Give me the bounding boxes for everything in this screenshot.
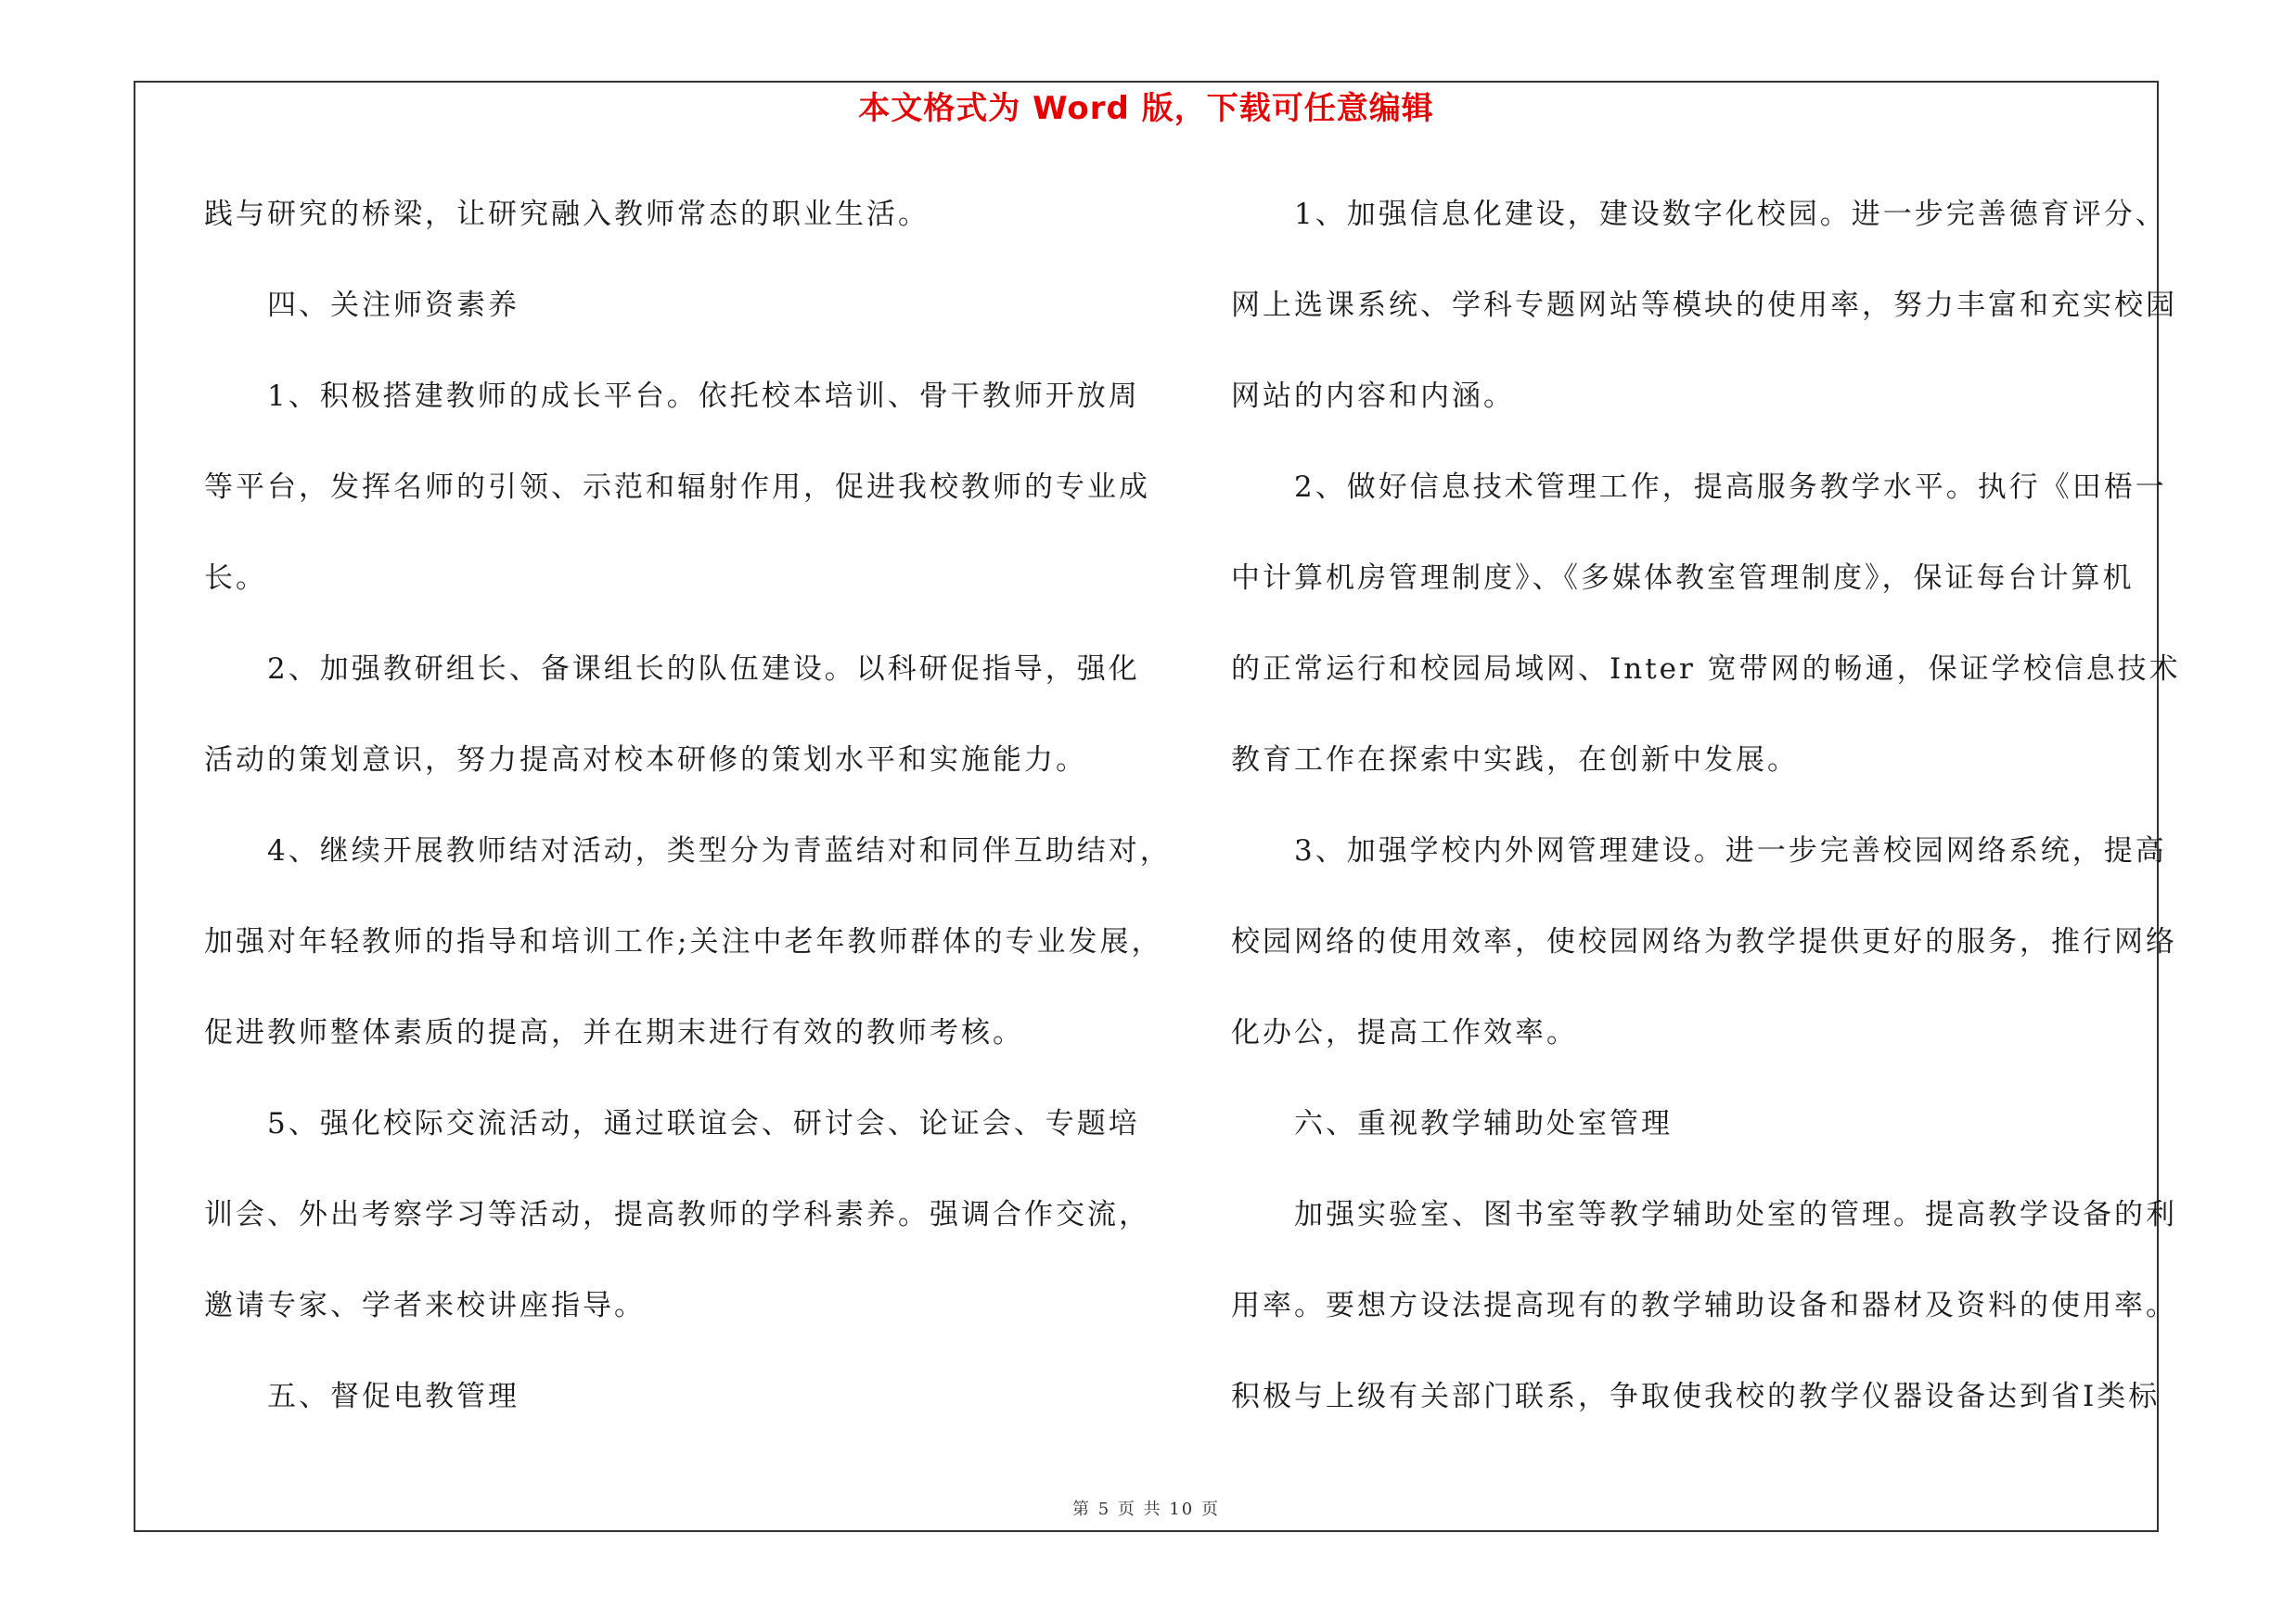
body-line: 3、加强学校内外网管理建设。进一步完善校园网络系统，提高 bbox=[1294, 834, 2167, 868]
left-column bbox=[204, 169, 1172, 1442]
body-line: 网站的内容和内涵。 bbox=[1231, 380, 1515, 413]
body-line: 践与研究的桥梁，让研究融入教师常态的职业生活。 bbox=[204, 198, 930, 231]
body-line: 等平台，发挥名师的引领、示范和辐射作用，促进我校教师的专业成 bbox=[204, 470, 1150, 504]
body-line: 的正常运行和校园局域网、Inter 宽带网的畅通，保证学校信息技术 bbox=[1231, 652, 2181, 686]
section-heading: 五、督促电教管理 bbox=[267, 1380, 519, 1413]
body-line: 用率。要想方设法提高现有的教学辅助设备和器材及资料的使用率。 bbox=[1231, 1289, 2177, 1322]
body-line: 加强实验室、图书室等教学辅助处室的管理。提高教学设备的利 bbox=[1294, 1198, 2177, 1231]
body-line: 活动的策划意识，努力提高对校本研修的策划水平和实施能力。 bbox=[204, 743, 1087, 777]
body-line: 5、强化校际交流活动，通过联谊会、研讨会、论证会、专题培 bbox=[267, 1107, 1140, 1140]
body-line: 校园网络的使用效率，使校园网络为教学提供更好的服务，推行网络 bbox=[1231, 925, 2177, 959]
section-heading: 六、重视教学辅助处室管理 bbox=[1294, 1107, 1673, 1140]
body-line: 加强对年轻教师的指导和培训工作;关注中老年教师群体的专业发展， bbox=[204, 925, 1163, 959]
format-banner: 本文格式为 Word 版，下载可任意编辑 bbox=[858, 90, 1434, 127]
body-line: 2、加强教研组长、备课组长的队伍建设。以科研促指导，强化 bbox=[267, 652, 1140, 686]
body-line: 长。 bbox=[204, 561, 267, 595]
right-column bbox=[1231, 169, 2181, 1442]
body-line: 中计算机房管理制度》、《多媒体教室管理制度》，保证每台计算机 bbox=[1231, 561, 2135, 595]
page-number-footer: 第 5 页 共 10 页 bbox=[1072, 1500, 1220, 1519]
body-line: 积极与上级有关部门联系，争取使我校的教学仪器设备达到省Ⅰ类标 bbox=[1231, 1380, 2161, 1413]
body-line: 网上选课系统、学科专题网站等模块的使用率，努力丰富和充实校园 bbox=[1231, 289, 2177, 322]
section-heading: 四、关注师资素养 bbox=[267, 289, 519, 322]
body-line: 1、加强信息化建设，建设数字化校园。进一步完善德育评分、 bbox=[1294, 198, 2167, 231]
body-line: 促进教师整体素质的提高，并在期末进行有效的教师考核。 bbox=[204, 1016, 1024, 1050]
body-line: 教育工作在探索中实践，在创新中发展。 bbox=[1231, 743, 1799, 777]
body-line: 化办公，提高工作效率。 bbox=[1231, 1016, 1578, 1050]
body-line: 2、做好信息技术管理工作，提高服务教学水平。执行《田梧一 bbox=[1294, 470, 2167, 504]
body-line: 4、继续开展教师结对活动，类型分为青蓝结对和同伴互助结对， bbox=[267, 834, 1172, 868]
body-line: 1、积极搭建教师的成长平台。依托校本培训、骨干教师开放周 bbox=[267, 380, 1140, 413]
body-line: 邀请专家、学者来校讲座指导。 bbox=[204, 1289, 646, 1322]
body-line: 训会、外出考察学习等活动，提高教师的学科素养。强调合作交流， bbox=[204, 1198, 1150, 1231]
